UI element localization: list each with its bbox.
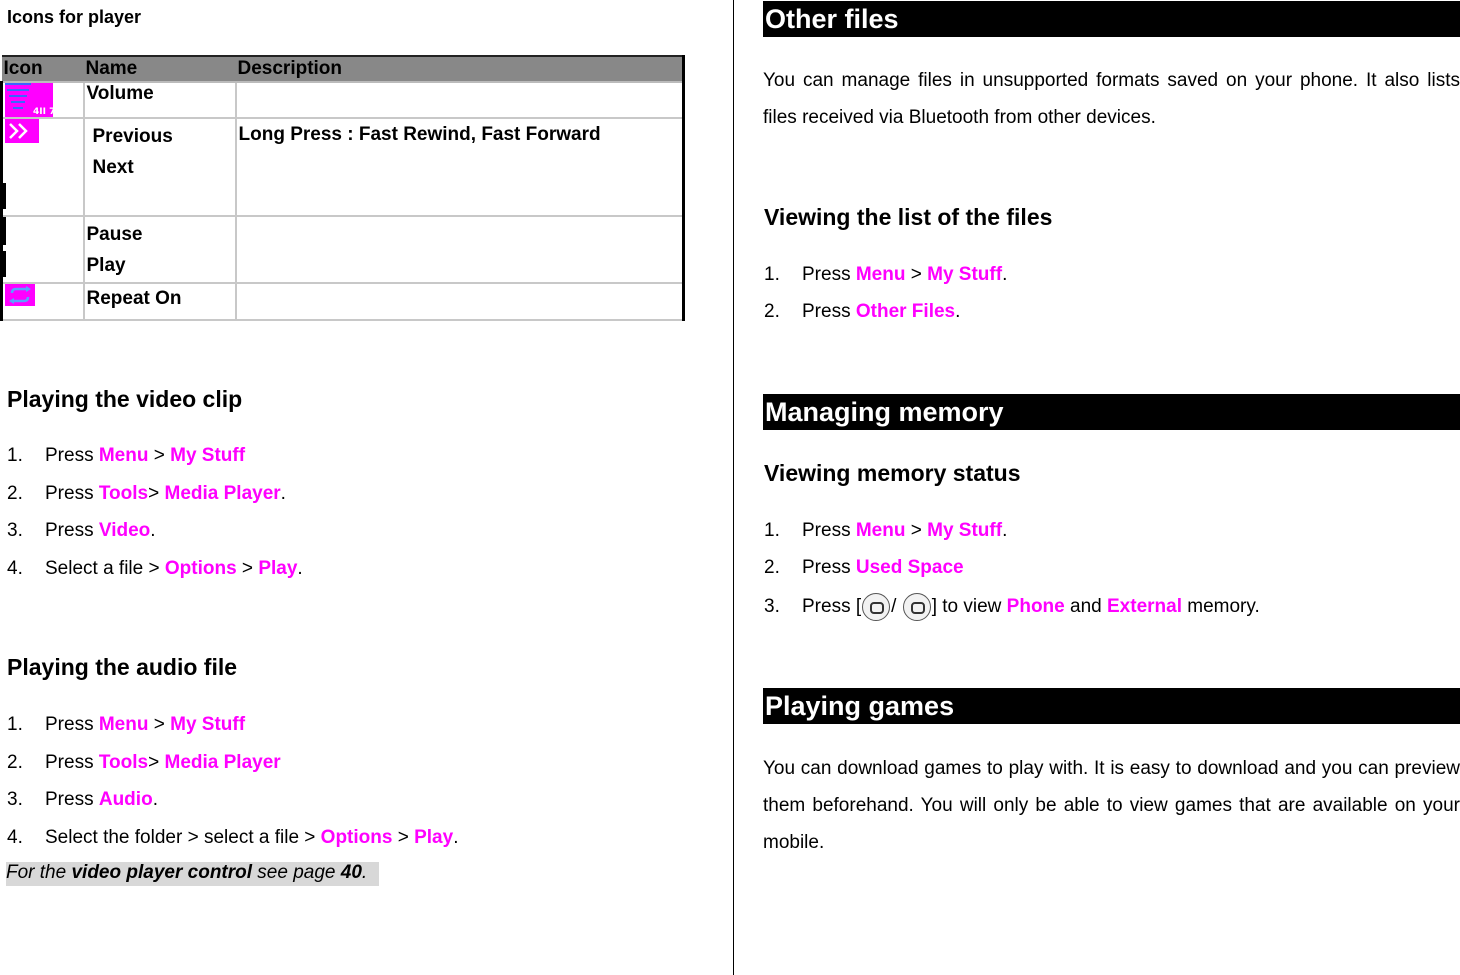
- svg-text:4II 7: 4II 7: [33, 107, 56, 117]
- files-step-2: 2. Press Other Files.: [764, 301, 961, 322]
- note-page-number: 40: [340, 862, 362, 883]
- right-soft-key-icon: [903, 593, 931, 621]
- icon-name-play: Play: [86, 255, 126, 276]
- menu-keyword: Other Files: [855, 301, 956, 322]
- memory-banner: Managing memory: [763, 394, 1460, 430]
- left-soft-key-icon: [862, 593, 890, 621]
- menu-keyword: My Stuff: [927, 520, 1003, 541]
- step-number: 2.: [7, 483, 23, 504]
- volume-icon: [5, 83, 56, 117]
- header-description: Description: [236, 56, 684, 82]
- repeat-icon: [5, 284, 35, 306]
- menu-keyword: Menu: [855, 520, 906, 541]
- audio-step-3: 3. Press Audio.: [7, 789, 158, 810]
- menu-keyword: My Stuff: [927, 264, 1003, 285]
- icon-name-volume: Volume: [86, 83, 154, 104]
- memory-step-2: 2. Press Used Space: [764, 557, 964, 578]
- right-column: [763, 0, 1460, 975]
- menu-keyword: Menu: [855, 264, 906, 285]
- step-number: 1.: [7, 445, 23, 466]
- menu-keyword: My Stuff: [170, 445, 246, 466]
- player-icons-table: [0, 55, 685, 321]
- table-row: [2, 283, 684, 320]
- audio-step-1: 1. Press Menu > My Stuff: [7, 714, 246, 735]
- menu-keyword: Tools: [98, 483, 149, 504]
- column-divider: [733, 0, 734, 975]
- menu-keyword: Media Player: [164, 752, 281, 773]
- note-link-text: video player control: [71, 862, 253, 883]
- step-number: 1.: [764, 264, 780, 285]
- video-player-note: For the video player control see page 40.: [6, 862, 379, 886]
- audio-step-2: 2. Press Tools> Media Player: [7, 752, 281, 773]
- audio-step-4: 4. Select the folder > select a file > Options > Play.: [7, 827, 459, 848]
- step-number: 4.: [7, 558, 23, 579]
- video-heading: Playing the video clip: [7, 386, 243, 412]
- fast-forward-icon: [5, 119, 39, 143]
- left-column: [0, 0, 700, 975]
- step-number: 3.: [7, 789, 23, 810]
- menu-keyword: Tools: [98, 752, 149, 773]
- step-number: 2.: [7, 752, 23, 773]
- menu-keyword: Play: [414, 827, 454, 848]
- files-step-1: 1. Press Menu > My Stuff.: [764, 264, 1008, 285]
- icon-name-pause: Pause: [86, 224, 143, 245]
- header-icon: Icon: [2, 56, 84, 82]
- menu-keyword: Video: [98, 520, 151, 541]
- icon-name-previous: Previous: [92, 126, 173, 147]
- games-paragraph: You can download games to play with. It is easy to download and you can preview them beforehand. You will only be able to view games that are available on your mobile.: [763, 758, 1460, 853]
- view-files-heading: Viewing the list of the files: [764, 204, 1053, 230]
- step-number: 2.: [764, 557, 780, 578]
- other-files-paragraph: You can manage files in unsupported formats saved on your phone. It also lists files received via Bluetooth from other devices.: [763, 70, 1460, 128]
- table-title: Icons for player: [7, 7, 142, 27]
- video-step-4: 4. Select a file > Options > Play.: [7, 558, 303, 579]
- other-files-banner: Other files: [763, 1, 1460, 37]
- menu-keyword: Used Space: [855, 557, 964, 578]
- icon-name-next: Next: [92, 157, 134, 178]
- step-number: 3.: [7, 520, 23, 541]
- games-banner: Playing games: [763, 688, 1460, 724]
- menu-keyword: Menu: [98, 714, 149, 735]
- header-name: Name: [84, 56, 236, 82]
- menu-keyword: My Stuff: [170, 714, 246, 735]
- icon-description: Long Press : Fast Rewind, Fast Forward: [238, 124, 601, 145]
- menu-keyword: External: [1107, 596, 1182, 618]
- menu-keyword: Options: [164, 558, 237, 579]
- step-number: 1.: [764, 520, 780, 541]
- menu-keyword: Menu: [98, 445, 149, 466]
- menu-keyword: Media Player: [164, 483, 281, 504]
- audio-heading: Playing the audio file: [7, 654, 238, 680]
- menu-keyword: Phone: [1006, 596, 1065, 618]
- menu-keyword: Play: [258, 558, 298, 579]
- icon-description: [237, 284, 683, 288]
- icon-name-repeat-on: Repeat On: [86, 288, 182, 309]
- video-step-3: 3. Press Video.: [7, 520, 156, 541]
- memory-status-heading: Viewing memory status: [764, 460, 1021, 486]
- icon-edge-mark: [0, 183, 6, 209]
- menu-keyword: Audio: [98, 789, 153, 810]
- step-number: 4.: [7, 827, 23, 848]
- icon-description: [237, 217, 683, 221]
- table-row: [2, 216, 684, 283]
- table-row: [2, 82, 684, 118]
- menu-keyword: Options: [320, 827, 393, 848]
- icon-description: [237, 83, 683, 87]
- memory-step-1: 1. Press Menu > My Stuff.: [764, 520, 1008, 541]
- video-step-1: 1. Press Menu > My Stuff: [7, 445, 246, 466]
- table-row: [2, 118, 684, 216]
- step-number: 3.: [764, 596, 780, 618]
- step-number: 2.: [764, 301, 780, 322]
- step-number: 1.: [7, 714, 23, 735]
- video-step-2: 2. Press Tools> Media Player.: [7, 483, 286, 504]
- memory-step-3: 3. Press [ / ] to view Phone and External memory.: [764, 593, 1260, 621]
